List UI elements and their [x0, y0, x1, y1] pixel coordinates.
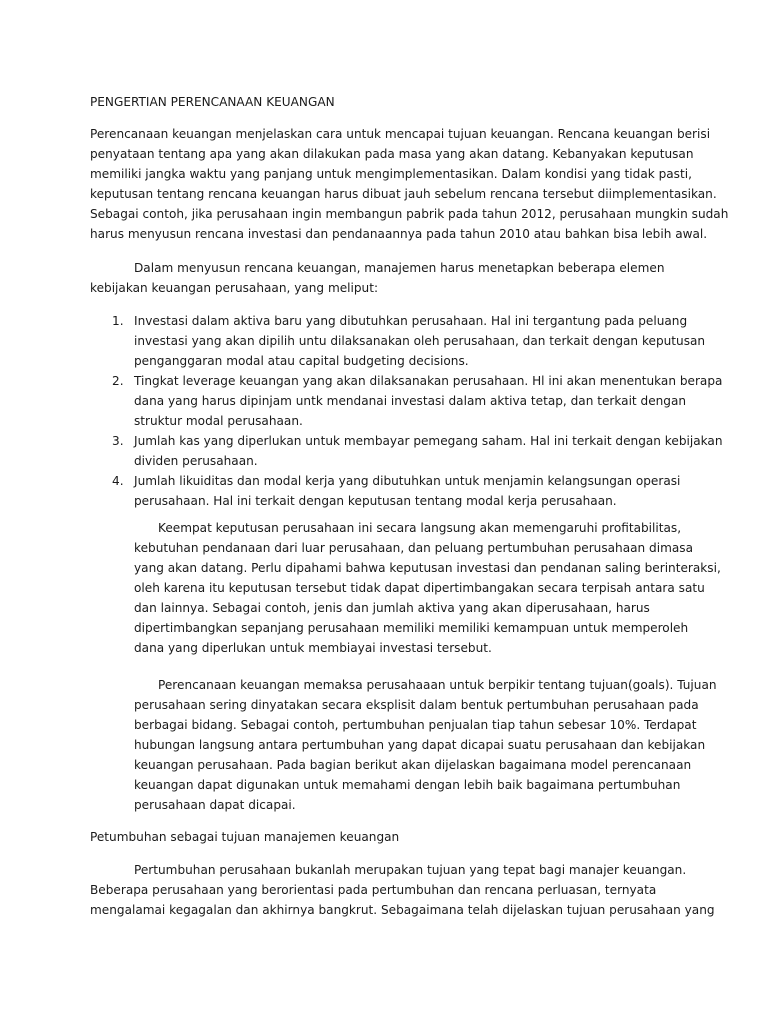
list-line: penganggaran modal atau capital budgeting decisions. [134, 354, 469, 368]
list-number: 3. [112, 434, 124, 448]
paragraph-growth [90, 860, 715, 920]
paragraph-line: Dalam menyusun rencana keuangan, manajemen harus menetapkan beberapa elemen [134, 261, 665, 275]
list-line: perusahaan. Hal ini terkait dengan keputusan tentang modal kerja perusahaan. [134, 494, 617, 508]
list-line: struktur modal perusahaan. [134, 414, 303, 428]
list-line: Investasi dalam aktiva baru yang dibutuhkan perusahaan. Hal ini tergantung pada peluang [134, 314, 688, 328]
paragraph-line: Pertumbuhan perusahaan bukanlah merupakan tujuan yang tepat bagi manajer keuangan. [134, 863, 687, 877]
paragraph-line: Sebagai contoh, jika perusahaan ingin membangun pabrik pada tahun 2012, perusahaan mungkin sudah [90, 207, 729, 221]
list-line: Tingkat leverage keuangan yang akan dilaksanakan perusahaan. Hl ini akan menentukan berapa [134, 374, 723, 388]
list-item [90, 371, 723, 431]
list-number: 1. [112, 314, 124, 328]
paragraph-line: keuangan dapat digunakan untuk memahami dengan lebih baik bagaimana pertumbuhan [134, 778, 681, 792]
paragraph-line: dan lainnya. Sebagai contoh, jenis dan jumlah aktiva yang akan diperusahaan, harus [134, 601, 650, 615]
list-number: 2. [112, 374, 124, 388]
paragraph-line: hubungan langsung antara pertumbuhan yang dapat dicapai suatu perusahaan dan kebijakan [134, 738, 706, 752]
paragraph-intro [90, 124, 729, 244]
paragraph-line: keuangan perusahaan. Pada bagian berikut akan dijelaskan bagaimana model perencanaan [134, 758, 692, 772]
list-line: Jumlah likuiditas dan modal kerja yang dibutuhkan untuk menjamin kelangsungan operasi [134, 474, 681, 488]
paragraph-goals [134, 675, 717, 815]
list-line: dana yang harus dipinjam untk mendanai investasi dalam aktiva tetap, dan terkait dengan [134, 394, 687, 408]
paragraph-line: Perencanaan keuangan memaksa perusahaaan untuk berpikir tentang tujuan(goals). Tujuan [158, 678, 717, 692]
document-title: PENGERTIAN PERENCANAAN KEUANGAN [90, 95, 335, 109]
list-number: 4. [112, 474, 124, 488]
paragraph-line: mengalamai kegagalan dan akhirnya bangkrut. Sebagaimana telah dijelaskan tujuan perusahaan yang [90, 903, 715, 917]
paragraph-line: perusahaan sering dinyatakan secara eksplisit dalam bentuk pertumbuhan perusahaan pada [134, 698, 699, 712]
list-line: dividen perusahaan. [134, 454, 258, 468]
paragraph-line: yang akan datang. Perlu dipahami bahwa keputusan investasi dan pendanan saling berinteraksi, [134, 561, 721, 575]
paragraph-line: penyataan tentang apa yang akan dilakukan pada masa yang akan datang. Kebanyakan keputusan [90, 147, 694, 161]
paragraph-line: dana yang diperlukan untuk membiayai investasi tersebut. [134, 641, 492, 655]
paragraph-line: Keempat keputusan perusahaan ini secara langsung akan memengaruhi profitabilitas, [158, 521, 682, 535]
list-item [90, 431, 723, 471]
section-heading: Petumbuhan sebagai tujuan manajemen keuangan [90, 830, 400, 844]
paragraph-line: perusahaan dapat dicapai. [134, 798, 296, 812]
paragraph-line: kebutuhan pendanaan dari luar perusahaan, dan peluang pertumbuhan perusahaan dimasa [134, 541, 693, 555]
paragraph-elements [90, 258, 690, 298]
paragraph-line: Perencanaan keuangan menjelaskan cara untuk mencapai tujuan keuangan. Rencana keuangan berisi [90, 127, 711, 141]
paragraph-line: Beberapa perusahaan yang berorientasi pada pertumbuhan dan rencana perluasan, ternyata [90, 883, 657, 897]
paragraph-line: oleh karena itu keputusan tersebut tidak dapat dipertimbangakan secara terpisah antara satu [134, 581, 705, 595]
paragraph-line: keputusan tentang rencana keuangan harus dibuat jauh sebelum rencana tersebut diimplementasikan. [90, 187, 717, 201]
list-line: Jumlah kas yang diperlukan untuk membayar pemegang saham. Hal ini terkait dengan kebijakan [134, 434, 723, 448]
paragraph-line: berbagai bidang. Sebagai contoh, pertumbuhan penjualan tiap tahun sebesar 10%. Terdapat [134, 718, 697, 732]
paragraph-line: dipertimbangkan sepanjang perusahaan memiliki memiliki kemampuan untuk memperoleh [134, 621, 689, 635]
list-line: investasi yang akan dipilih untu dilaksanakan oleh perusahaan, dan terkait dengan keputusan [134, 334, 706, 348]
policy-list [90, 311, 723, 511]
paragraph-line: memiliki jangka waktu yang panjang untuk mengimplementasikan. Dalam kondisi yang tidak pasti, [90, 167, 692, 181]
list-item [90, 311, 706, 371]
paragraph-line: kebijakan keuangan perusahaan, yang meliput: [90, 281, 379, 295]
list-item [90, 471, 690, 511]
paragraph-four-decisions [134, 518, 721, 658]
paragraph-line: harus menyusun rencana investasi dan pendanaannya pada tahun 2010 atau bahkan bisa lebih awal. [90, 227, 708, 241]
